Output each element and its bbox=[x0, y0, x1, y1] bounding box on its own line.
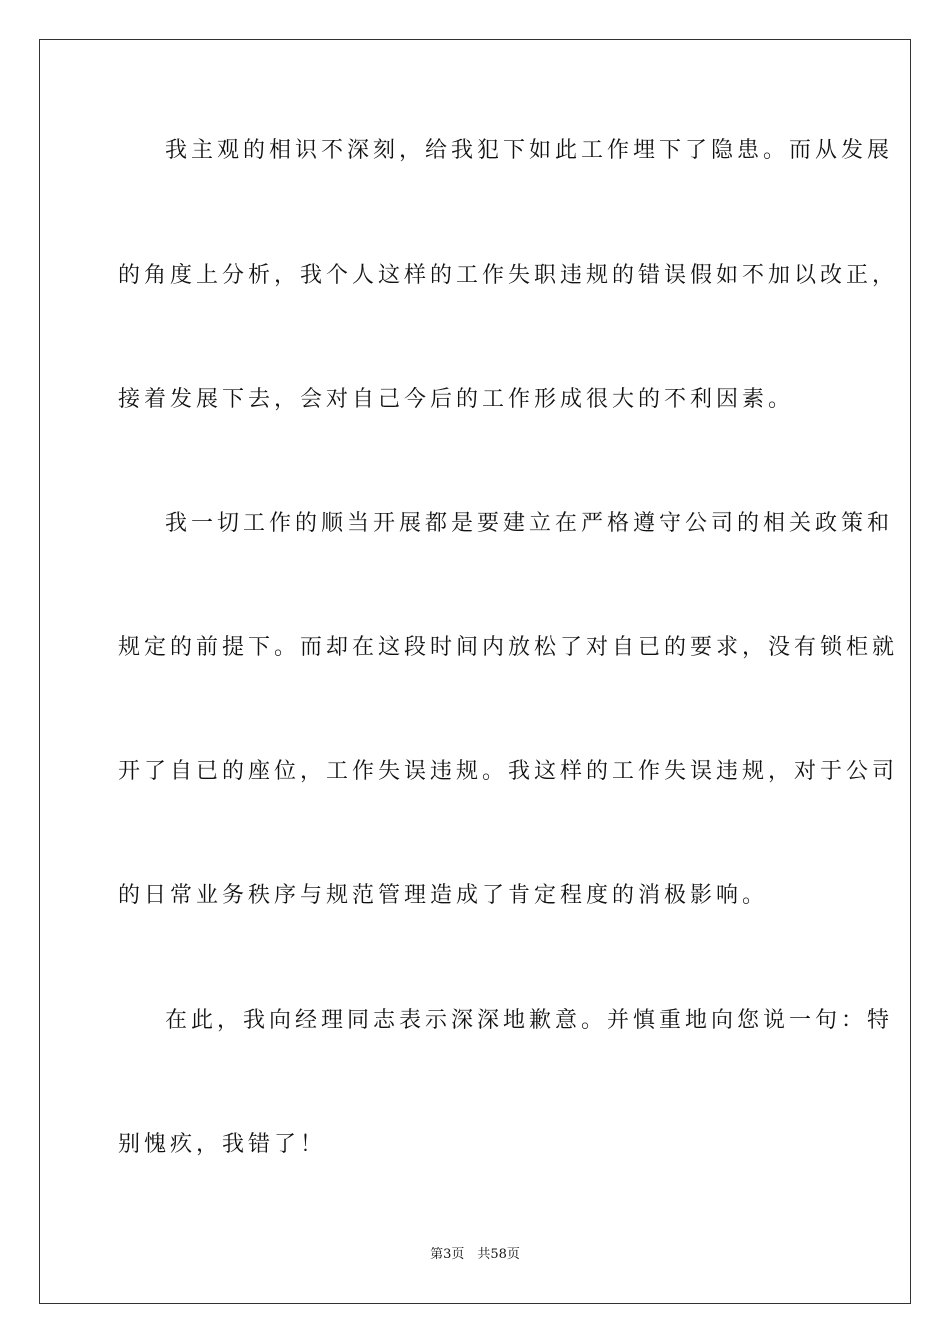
paragraph-3-line-1: 在此，我向经理同志表示深深地歉意。并慎重地向您说一句：特 bbox=[165, 1008, 894, 1033]
page-footer bbox=[0, 1246, 950, 1264]
paragraph-2-line-3: 开了自已的座位，工作失误违规。我这样的工作失误违规，对于公司 bbox=[118, 759, 899, 784]
paragraph-1-line-1: 我主观的相识不深刻，给我犯下如此工作埋下了隐患。而从发展 bbox=[165, 138, 894, 163]
paragraph-2-line-1: 我一切工作的顺当开展都是要建立在严格遵守公司的相关政策和 bbox=[165, 511, 894, 536]
paragraph-3-line-2: 别愧疚，我错了！ bbox=[118, 1132, 327, 1157]
page-border bbox=[39, 39, 911, 1304]
paragraph-1-line-2: 的角度上分析，我个人这样的工作失职违规的错误假如不加以改正， bbox=[118, 263, 899, 288]
paragraph-2-line-4: 的日常业务秩序与规范管理造成了肯定程度的消极影响。 bbox=[118, 883, 769, 908]
paragraph-1-line-3: 接着发展下去，会对自己今后的工作形成很大的不利因素。 bbox=[118, 387, 795, 412]
page-number: 第3页 共58页 bbox=[430, 1247, 520, 1262]
paragraph-2-line-2: 规定的前提下。而却在这段时间内放松了对自已的要求，没有锁柜就 bbox=[118, 635, 899, 660]
